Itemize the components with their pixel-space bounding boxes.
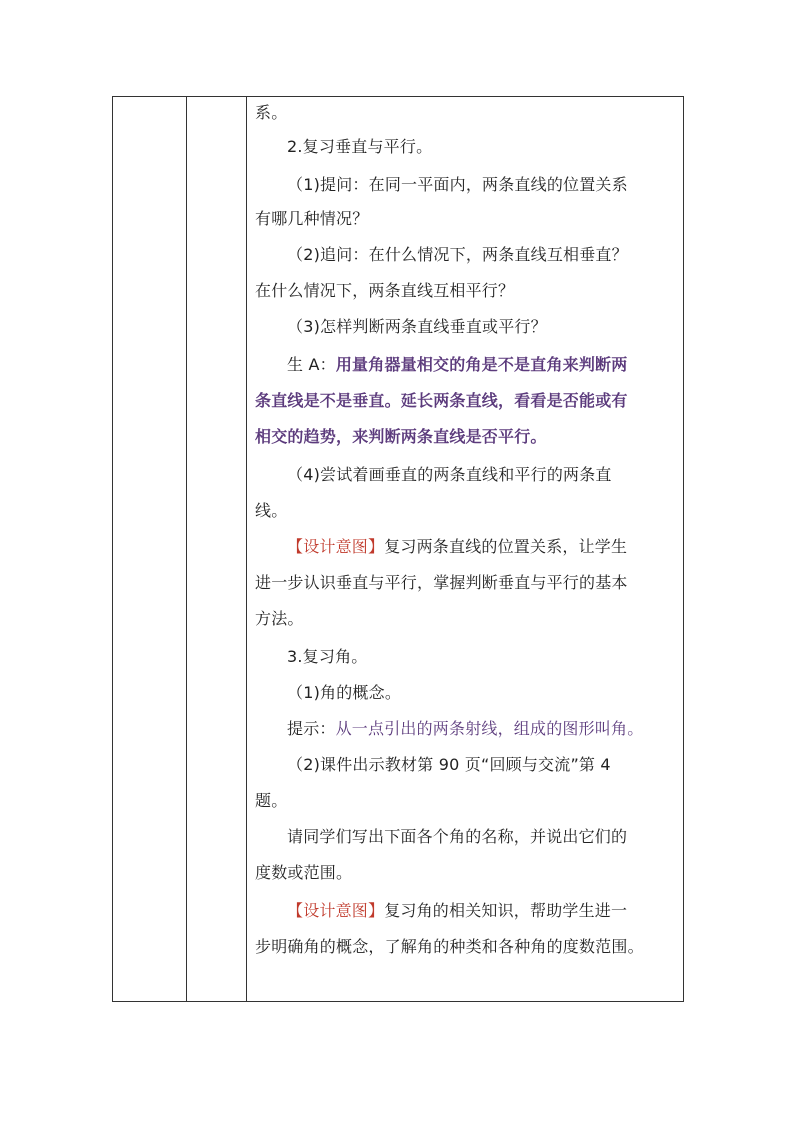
text-line: 线。 (255, 501, 288, 520)
text-line: 方法。 (255, 609, 304, 628)
text-line: 步明确角的概念，了解角的种类和各种角的度数范围。 (255, 937, 644, 956)
student-answer-line: 生 A：用量角器量相交的角是不是直角来判断两 (287, 355, 628, 374)
student-answer-line: 相交的趋势，来判断两条直线是否平行。 (255, 427, 547, 446)
text-line: 系。 (255, 103, 288, 122)
text-line: 请同学们写出下面各个角的名称，并说出它们的 (287, 827, 628, 846)
hint-line: 提示：从一点引出的两条射线，组成的图形叫角。 (287, 719, 644, 738)
text-line: （2)课件出示教材第 90 页“回顾与交流”第 4 (287, 755, 611, 774)
section-heading: 2.复习垂直与平行。 (287, 137, 433, 156)
design-intent-line: 【设计意图】复习两条直线的位置关系，让学生 (287, 537, 628, 556)
lesson-table (112, 96, 684, 1002)
text-line: （3)怎样判断两条直线垂直或平行？ (287, 317, 547, 336)
text-line: 题。 (255, 791, 288, 810)
text-line: 在什么情况下，两条直线互相平行？ (255, 281, 515, 300)
text-line: （2)追问：在什么情况下，两条直线互相垂直？ (287, 245, 628, 264)
student-answer-line: 条直线是不是垂直。延长两条直线，看看是否能或有 (255, 391, 628, 410)
text-line: 有哪几种情况？ (255, 209, 369, 228)
text-line: （4)尝试着画垂直的两条直线和平行的两条直 (287, 465, 612, 484)
text-line: （1)提问：在同一平面内，两条直线的位置关系 (287, 175, 628, 194)
section-heading: 3.复习角。 (287, 647, 368, 666)
table-column-2 (187, 97, 247, 1001)
text-line: 度数或范围。 (255, 863, 353, 882)
design-intent-line: 【设计意图】复习角的相关知识，帮助学生进一 (287, 901, 628, 920)
text-line: 进一步认识垂直与平行，掌握判断垂直与平行的基本 (255, 573, 628, 592)
text-line: （1)角的概念。 (287, 683, 402, 702)
table-column-1 (113, 97, 187, 1001)
